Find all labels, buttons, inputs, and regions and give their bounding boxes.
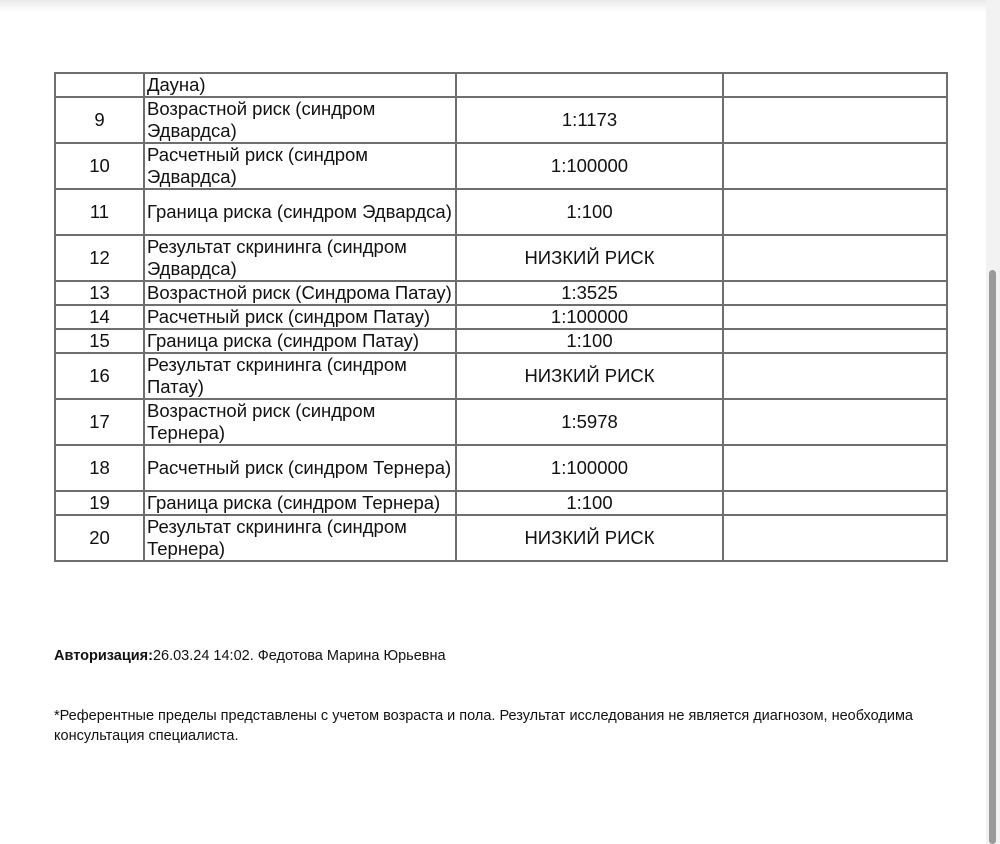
table-row (55, 329, 947, 353)
authorization-text: 26.03.24 14:02. Федотова Марина Юрьевна (152, 648, 446, 664)
row-note (723, 281, 947, 305)
table-row (55, 235, 947, 281)
row-name: Дауна) (144, 73, 456, 97)
row-note (723, 73, 947, 97)
table-row (55, 515, 947, 561)
row-value: 1:1173 (456, 97, 723, 143)
row-note (723, 445, 947, 491)
row-name: Расчетный риск (синдром Эдвардса) (144, 143, 456, 189)
table-row (55, 143, 947, 189)
row-note (723, 97, 947, 143)
row-number: 14 (55, 305, 144, 329)
row-number (55, 73, 144, 97)
row-number: 10 (55, 143, 144, 189)
table-row (55, 305, 947, 329)
row-number: 11 (55, 189, 144, 235)
row-note (723, 353, 947, 399)
table-row (55, 73, 947, 97)
table-row (55, 399, 947, 445)
results-table (54, 72, 948, 562)
row-name: Результат скрининга (синдром Тернера) (144, 515, 456, 561)
row-number: 12 (55, 235, 144, 281)
authorization-line (54, 648, 446, 664)
row-note (723, 189, 947, 235)
scrollbar[interactable] (986, 0, 1000, 844)
row-value: 1:100000 (456, 143, 723, 189)
row-value: 1:5978 (456, 399, 723, 445)
table-row (55, 353, 947, 399)
row-name: Возрастной риск (Синдрома Патау) (144, 281, 456, 305)
table-row (55, 281, 947, 305)
row-note (723, 399, 947, 445)
row-note (723, 515, 947, 561)
authorization-label: Авторизация: (54, 648, 153, 664)
row-value: 1:3525 (456, 281, 723, 305)
row-value: НИЗКИЙ РИСК (456, 235, 723, 281)
table-row (55, 97, 947, 143)
row-number: 18 (55, 445, 144, 491)
row-name: Возрастной риск (синдром Тернера) (144, 399, 456, 445)
row-value: 1:100000 (456, 445, 723, 491)
row-name: Граница риска (синдром Патау) (144, 329, 456, 353)
row-number: 9 (55, 97, 144, 143)
row-note (723, 329, 947, 353)
row-note (723, 235, 947, 281)
row-name: Расчетный риск (синдром Тернера) (144, 445, 456, 491)
row-value (456, 73, 723, 97)
row-number: 19 (55, 491, 144, 515)
row-name: Результат скрининга (синдром Патау) (144, 353, 456, 399)
row-name: Расчетный риск (синдром Патау) (144, 305, 456, 329)
table-row (55, 445, 947, 491)
scrollbar-thumb[interactable] (989, 270, 996, 844)
row-name: Результат скрининга (синдром Эдвардса) (144, 235, 456, 281)
row-number: 13 (55, 281, 144, 305)
top-shade (0, 0, 1000, 12)
row-number: 16 (55, 353, 144, 399)
row-number: 17 (55, 399, 144, 445)
table-row (55, 491, 947, 515)
footnote: *Референтные пределы представлены с учетом возраста и пола. Результат исследования не является диагнозом, необходима консультация специалиста. (54, 708, 913, 744)
row-note (723, 305, 947, 329)
row-name: Граница риска (синдром Эдвардса) (144, 189, 456, 235)
row-value: НИЗКИЙ РИСК (456, 515, 723, 561)
row-note (723, 143, 947, 189)
row-value: 1:100 (456, 189, 723, 235)
row-name: Возрастной риск (синдром Эдвардса) (144, 97, 456, 143)
row-value: 1:100 (456, 491, 723, 515)
row-value: 1:100000 (456, 305, 723, 329)
row-note (723, 491, 947, 515)
table-row (55, 189, 947, 235)
row-name: Граница риска (синдром Тернера) (144, 491, 456, 515)
row-number: 20 (55, 515, 144, 561)
row-value: НИЗКИЙ РИСК (456, 353, 723, 399)
row-value: 1:100 (456, 329, 723, 353)
row-number: 15 (55, 329, 144, 353)
